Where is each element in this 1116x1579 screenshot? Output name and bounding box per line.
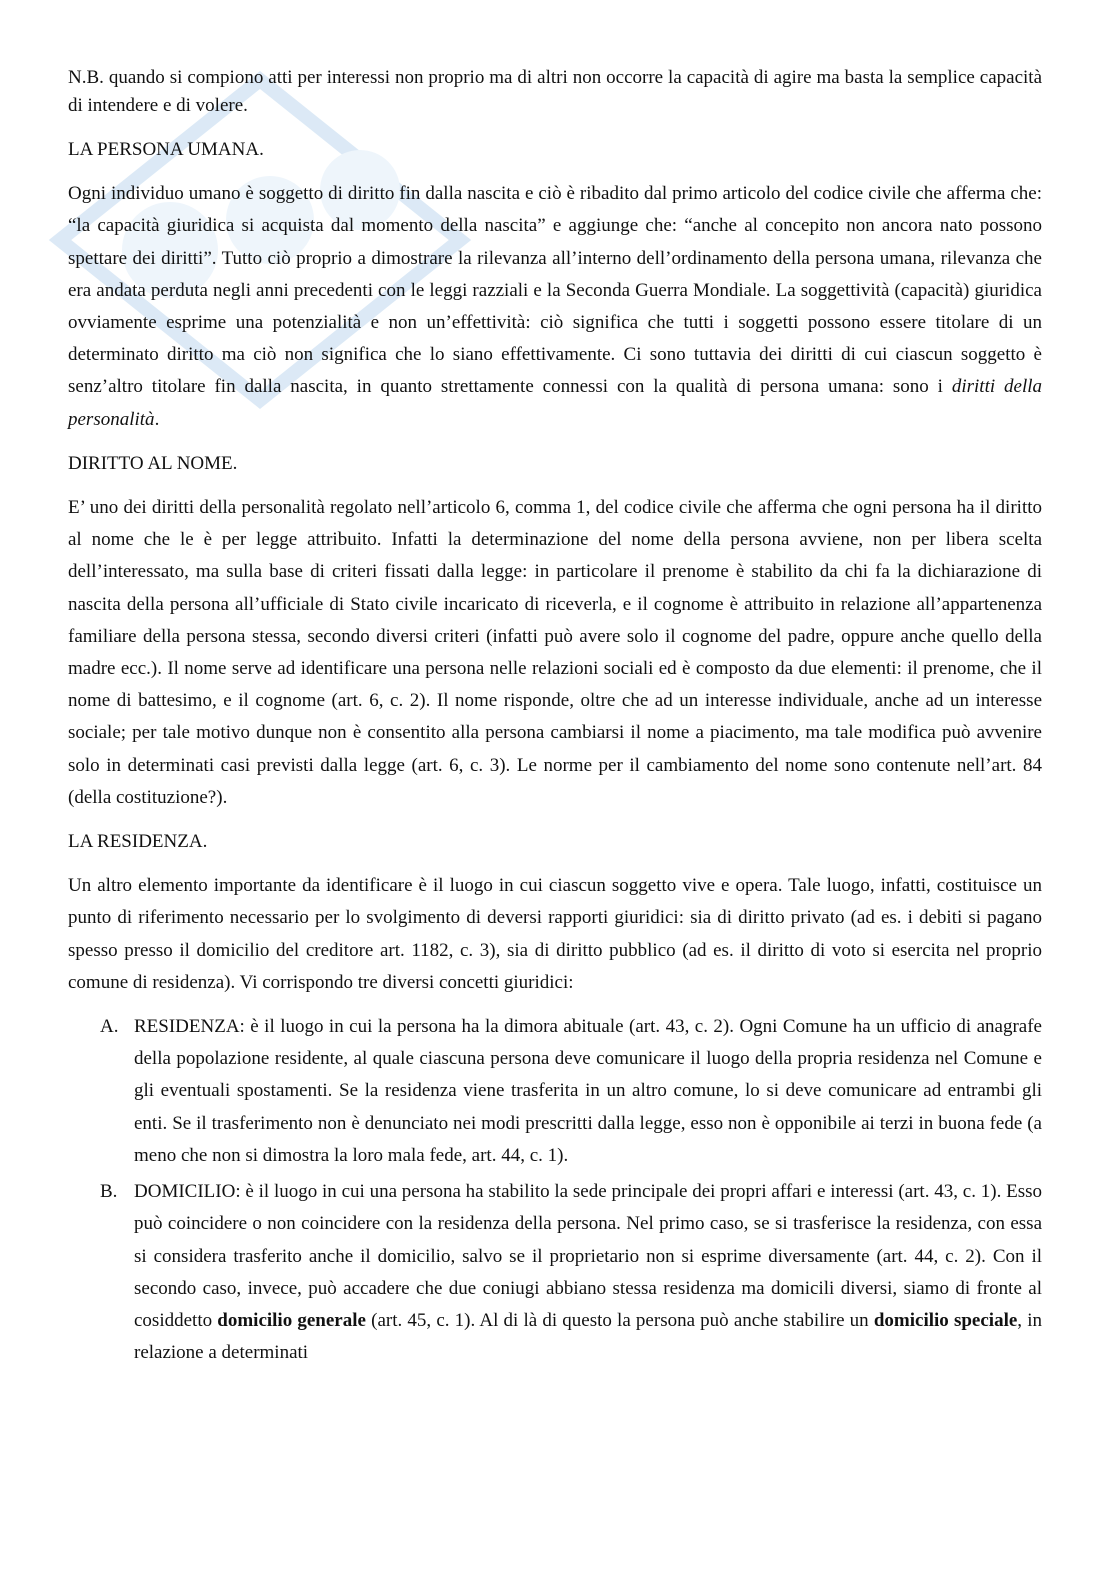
list-item-text-a: DOMICILIO: è il luogo in cui una persona ha stabilito la sede principale dei propri affari e interessi (art. 43, c. 1). Esso può coincidere o non coincidere con la residenza della persona. Nel primo caso, se si trasferisce la residenza, con essa si considera trasferito anche il domicilio, salvo se il proprietario non si esprime diversamente (art. 44, c. 2). Con il secondo caso, invece, può accadere che due coniugi abbiano stessa residenza ma domicili diversi, siamo di fronte al cosiddetto	[134, 1181, 1042, 1331]
bold-term-domicilio-generale: domicilio generale	[217, 1309, 366, 1331]
italic-term-diritti-personalita: diritti della personalità	[68, 376, 1043, 430]
section-heading-persona-umana: LA PERSONA UMANA.	[68, 139, 264, 160]
list-item-text-c: , in relazione a determinati	[134, 1309, 1042, 1364]
list-marker: B.	[100, 1181, 118, 1203]
concepts-list	[68, 1011, 1042, 1369]
section-heading-diritto-nome: DIRITTO AL NOME.	[68, 452, 238, 474]
section-body-end: .	[154, 408, 160, 430]
section-body-text: Ogni individuo umano è soggetto di diritto fin dalla nascita e ciò è ribadito dal primo articolo del codice civile che afferma che: “la capacità giuridica si acquista dal momento della nascita” e aggiunge che: “anche al concepito non ancora nato possono spettare dei diritti”. Tutto ciò proprio a dimostrare la rilevanza all’interno dell’ordinamento della persona umana, rilevanza che era andata perduta negli anni precedenti con le leggi razziali e la Seconda Guerra Mondiale. La soggettività (capacità) giuridica ovviamente esprime una potenzialità e non un’effettività: ciò significa che tutti i soggetti possono essere titolare di un determinato diritto ma ciò non significa che lo siano effettivamente. Ci sono tuttavia dei diritti di cui ciascun soggetto è senz’altro titolare fin dalla nascita, in quanto strettamente connessi con la qualità di persona umana: sono i	[68, 183, 1042, 398]
list-item-text: RESIDENZA: è il luogo in cui la persona ha la dimora abituale (art. 43, c. 2). Ogni Comune ha un ufficio di anagrafe della popolazione residente, al quale ciascuna persona deve comunicare il luogo della propria residenza nel Comune e gli eventuali spostamenti. Se la residenza viene trasferita in un altro comune, lo si deve comunicare ad entrambi gli enti. Se il trasferimento non è denunciato nei modi prescritti dalla legge, esso non è opponibile ai terzi in buona fede (a meno che non si dimostra la loro mala fede, art. 44, c. 1).	[134, 1016, 1042, 1166]
section-body-persona-umana	[68, 178, 1042, 436]
nb-paragraph: N.B. quando si compiono atti per interessi non proprio ma di altri non occorre la capacità di agire ma basta la semplice capacità di intendere e di volere.	[68, 67, 1042, 116]
section-body-residenza: Un altro elemento importante da identificare è il luogo in cui ciascun soggetto vive e opera. Tale luogo, infatti, costituisce un punto di riferimento necessario per lo svolgimento di deversi rapporti giuridici: sia di diritto privato (ad es. i debiti si pagano spesso presso il domicilio del creditore art. 1182, c. 3), sia di diritto pubblico (ad es. il diritto di voto si esercita nel proprio comune di residenza). Vi corrispondo tre diversi concetti giuridici:	[68, 875, 1042, 993]
list-item-domicilio	[68, 1176, 1042, 1369]
document-body	[68, 64, 1042, 1373]
list-item-residenza	[68, 1011, 1042, 1172]
section-heading-residenza: LA RESIDENZA.	[68, 831, 208, 853]
section-body-diritto-nome: E’ uno dei diritti della personalità regolato nell’articolo 6, comma 1, del codice civile che afferma che ogni persona ha il diritto al nome che le è per legge attribuito. Infatti la determinazione del nome della persona avviene, non per libera scelta dell’interessato, ma sulla base di criteri fissati dalla legge: in particolare il prenome è stabilito da chi fa la dichiarazione di nascita della persona all’ufficiale di Stato civile incaricato di riceverla, e il cognome è attribuito in relazione all’appartenenza familiare della persona stessa, secondo diversi criteri (infatti può avere solo il cognome del padre, oppure anche quello della madre ecc.). Il nome serve ad identificare una persona nelle relazioni sociali ed è composto da due elementi: il prenome, che il nome di battesimo, e il cognome (art. 6, c. 2). Il nome risponde, oltre che ad un interesse individuale, anche ad un interesse sociale; per tale motivo dunque non è consentito alla persona cambiarsi il nome a piacimento, ma tale modifica può avvenire solo in determinati casi previsti dalla legge (art. 6, c. 3). Le norme per il cambiamento del nome sono contenute nell’art. 84 (della costituzione?).	[68, 497, 1042, 808]
list-marker: A.	[100, 1016, 119, 1038]
list-item-text-b: (art. 45, c. 1). Al di là di questo la persona può anche stabilire un	[365, 1309, 874, 1331]
bold-term-domicilio-speciale: domicilio speciale	[873, 1309, 1018, 1331]
